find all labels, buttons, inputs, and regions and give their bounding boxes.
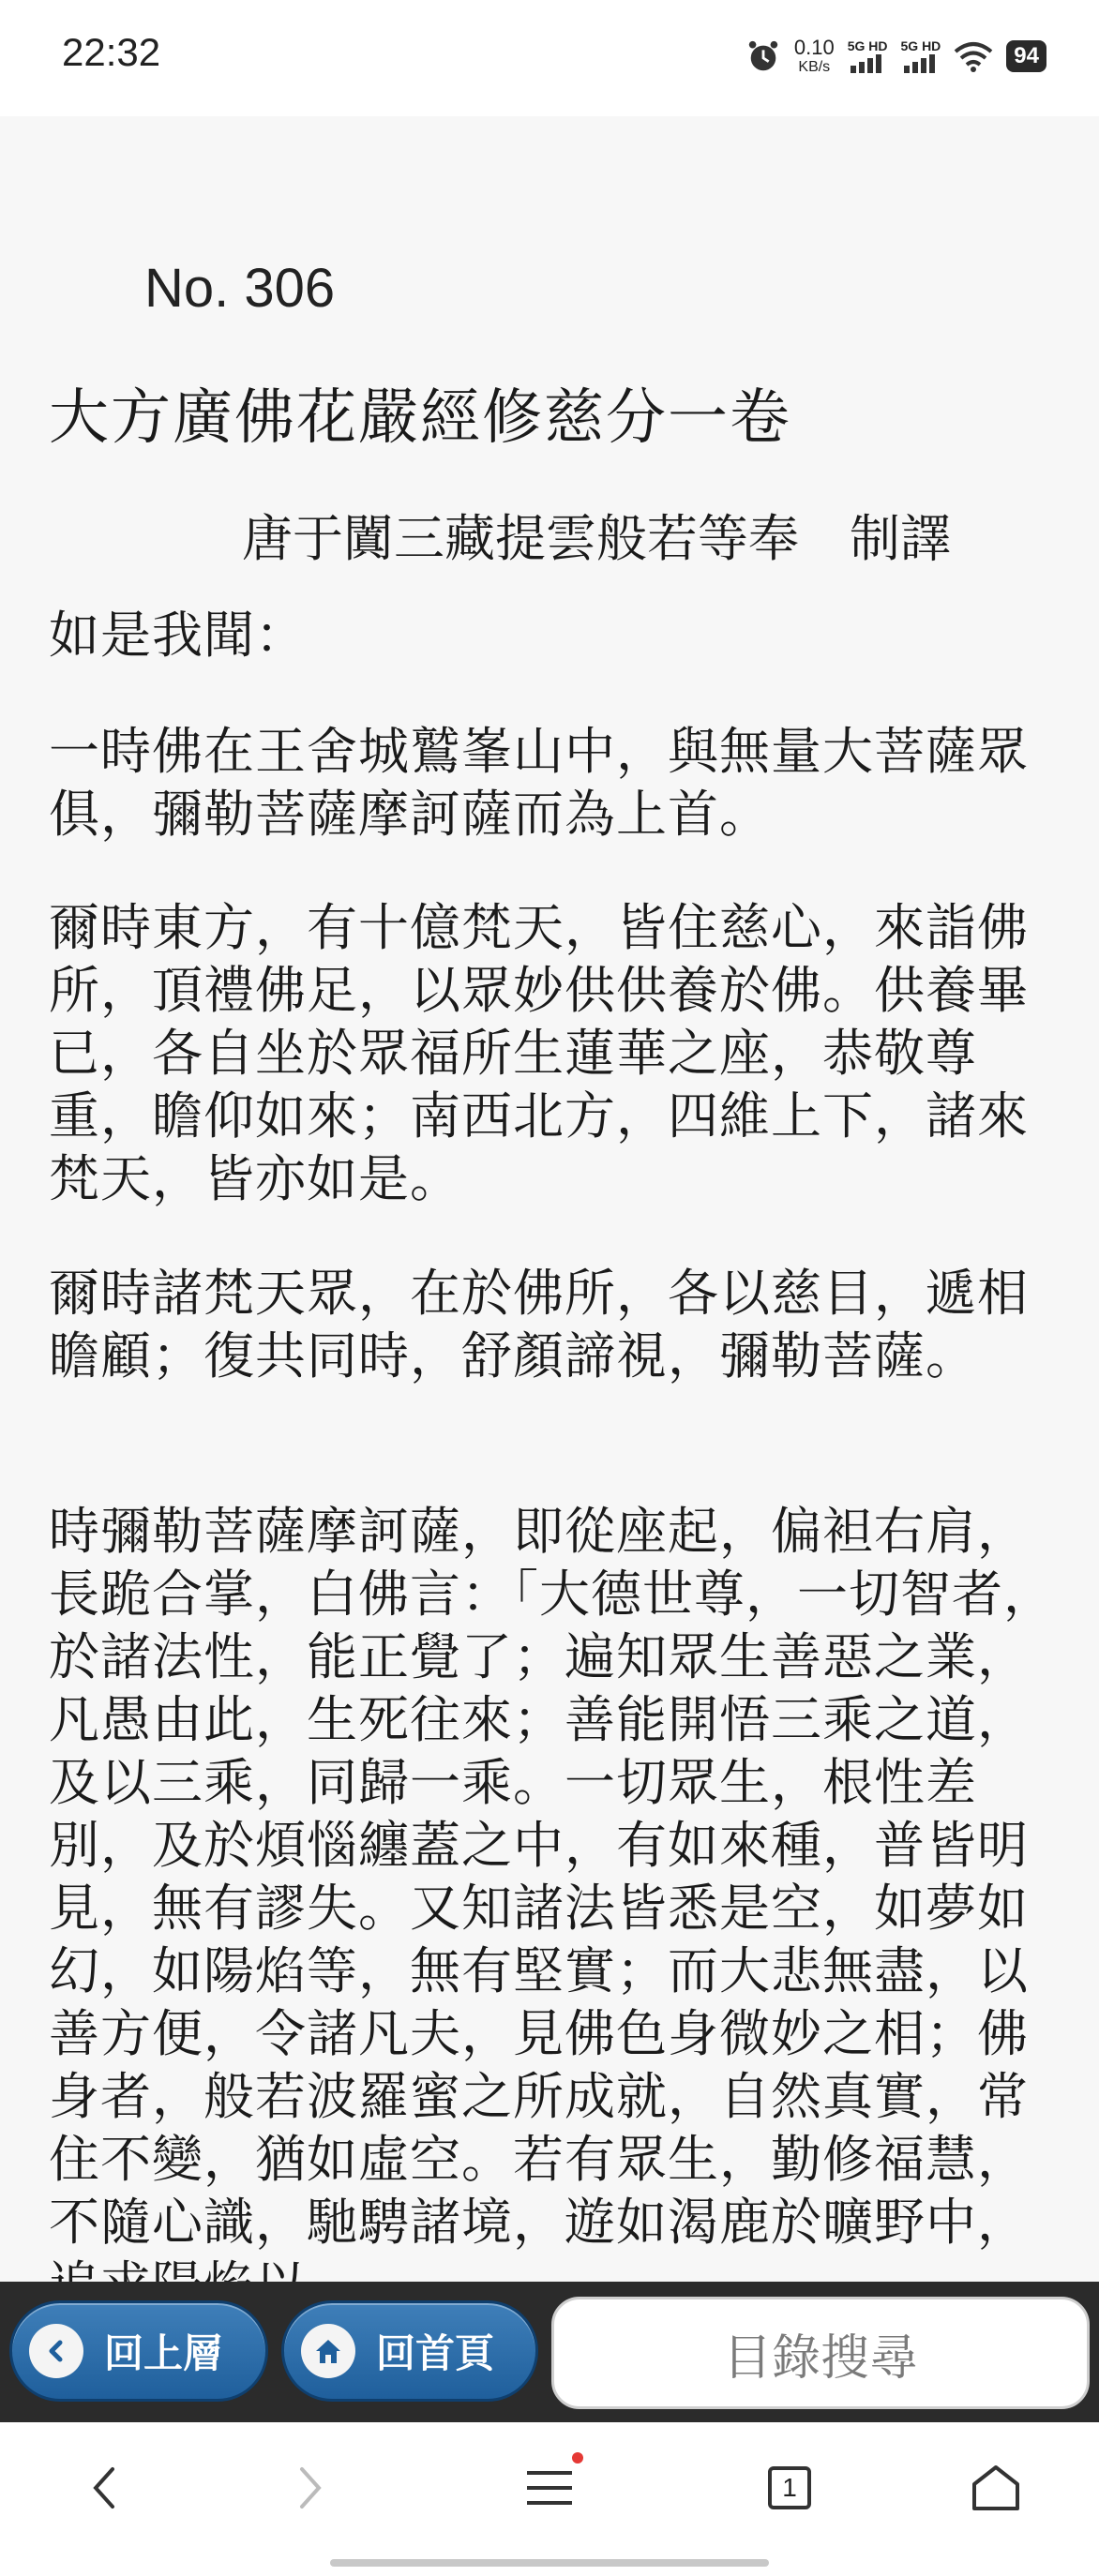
paragraph: 一時佛在王舍城鷲峯山中，與無量大菩薩眾俱，彌勒菩薩摩訶薩而為上首。 xyxy=(49,722,1029,844)
back-icon[interactable] xyxy=(68,2450,143,2525)
network-speed-value: 0.10 xyxy=(793,36,835,59)
home-icon[interactable] xyxy=(958,2450,1033,2525)
document-content xyxy=(0,116,1099,2282)
sim1-label: 5G HD xyxy=(847,38,888,53)
page-title: 大方廣佛花嚴經修慈分一卷 xyxy=(49,383,791,453)
back-to-parent-label: 回上層 xyxy=(104,2330,223,2376)
battery-icon: 94 xyxy=(1006,40,1046,72)
alarm-icon xyxy=(745,38,781,74)
chevron-left-icon xyxy=(29,2324,83,2378)
sim2-label: 5G HD xyxy=(900,38,941,53)
paragraph: 爾時諸梵天眾，在於佛所，各以慈目，遞相瞻顧；復共同時，舒顏諦視，彌勒菩薩。 xyxy=(49,1264,1029,1385)
tab-count: 1 xyxy=(782,2473,797,2502)
notification-dot xyxy=(572,2452,583,2464)
paragraph: 如是我聞： xyxy=(49,606,307,665)
status-icons xyxy=(745,28,1046,84)
status-time: 22:32 xyxy=(62,30,161,74)
network-speed-unit: KB/s xyxy=(798,59,831,75)
signal-icon xyxy=(902,54,940,73)
document-number: No. 306 xyxy=(144,258,336,319)
wifi-icon xyxy=(954,40,993,72)
forward-icon[interactable] xyxy=(272,2450,347,2525)
sim1-signal xyxy=(848,39,888,73)
home-page-label: 回首頁 xyxy=(376,2330,495,2376)
browser-nav-bar xyxy=(0,2422,1099,2576)
bottom-toolbar xyxy=(0,2282,1099,2422)
signal-icon xyxy=(849,54,886,73)
home-page-button[interactable] xyxy=(281,2300,538,2402)
paragraph: 爾時東方，有十億梵天，皆住慈心，來詣佛所，頂禮佛足，以眾妙供供養於佛。供養畢已，各自坐於眾福所生蓮華之座，恭敬尊重，瞻仰如來；南西北方，四維上下，諸來梵天，皆亦如是。 xyxy=(49,898,1029,1208)
menu-icon[interactable] xyxy=(512,2450,587,2525)
status-bar xyxy=(0,0,1099,116)
network-speed xyxy=(794,37,835,75)
translator-line: 唐于闐三藏提雲般若等奉 制譯 xyxy=(242,509,951,568)
home-indicator[interactable] xyxy=(330,2559,769,2567)
directory-search-button[interactable]: 目錄搜尋 xyxy=(551,2297,1090,2409)
paragraph: 時彌勒菩薩摩訶薩，即從座起，偏袒右肩，長跪合掌，白佛言：「大德世尊，一切智者，於諸法性，能正覺了；遍知眾生善惡之業，凡愚由此，生死往來；善能開悟三乘之道，及以三乘，同歸一乘。一切眾生，根性差別，及於煩惱纏蓋之中，有如來種，普皆明見，無有謬失。又知諸法皆悉是空，如夢如幻，如陽焰等，無有堅實；而大悲無盡，以善方便，令諸凡夫，見佛色身微妙之相；佛身者，般若波羅蜜之所成就，自然真實，常住不變，猶如虛空。若有眾生，勤修福慧，不隨心識，馳騁諸境，遊如渴鹿於曠野中， xyxy=(49,1502,1055,2252)
sim2-signal xyxy=(901,39,941,73)
back-to-parent-button[interactable] xyxy=(9,2300,268,2402)
tabs-icon[interactable] xyxy=(752,2450,827,2525)
home-icon xyxy=(301,2324,355,2378)
